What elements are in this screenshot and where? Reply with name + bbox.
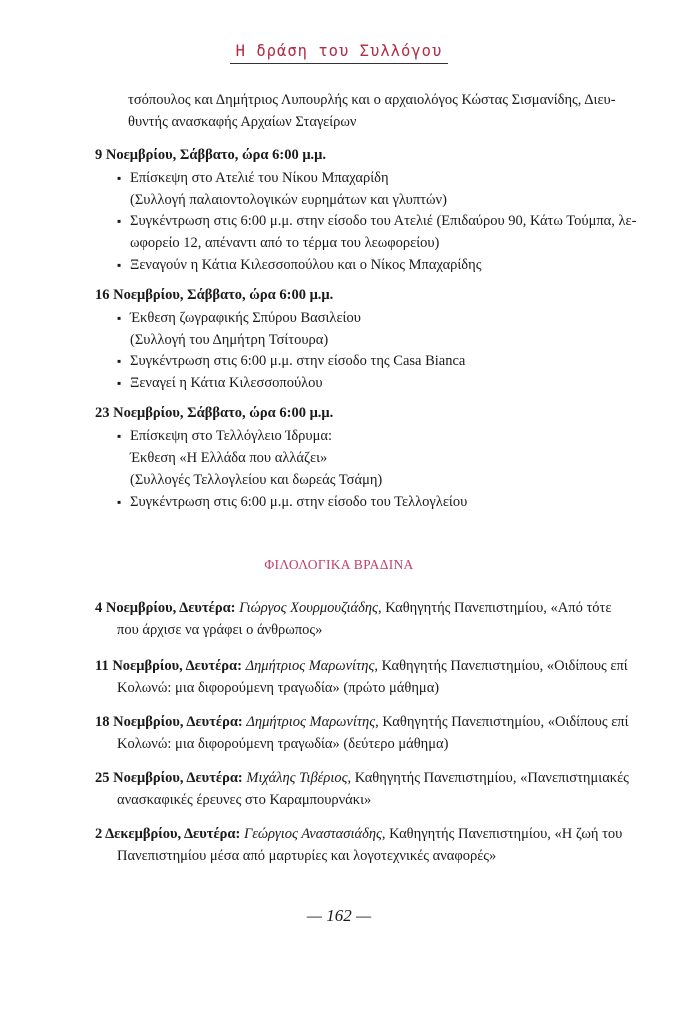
intro-line: θυντής ανασκαφής Αρχαίων Σταγείρων	[128, 114, 357, 130]
event-bullet: Ξεναγεί η Κάτια Κιλεσσοπούλου	[130, 375, 323, 391]
lecture-speaker: Δημήτριος Μαρωνίτης	[245, 658, 375, 674]
event-bullet: (Συλλογή παλαιοντολογικών ευρημάτων και γλυπτών)	[130, 192, 447, 208]
bullet-icon: ▪	[117, 495, 122, 509]
bullet-icon: ▪	[117, 214, 122, 228]
lecture-entry	[95, 656, 628, 676]
running-header	[0, 42, 678, 61]
lecture-speaker: Γιώργος Χουρμουζιάδης	[239, 600, 378, 616]
event-bullet: ωφορείο 12, απέναντι από το τέρμα του λεωφορείου)	[130, 235, 440, 251]
lecture-date: 11 Νοεμβρίου, Δευτέρα:	[95, 658, 242, 674]
bullet-icon: ▪	[117, 311, 122, 325]
lecture-line2: που άρχισε να γράφει ο άνθρωπος»	[117, 622, 323, 638]
lecture-line2: Κολωνώ: μια διφορούμενη τραγωδία» (δεύτερο μάθημα)	[117, 736, 449, 752]
event-heading: 16 Νοεμβρίου, Σάββατο, ώρα 6:00 μ.μ.	[95, 287, 334, 303]
running-header-title: Η δράση του Συλλόγου	[230, 42, 449, 64]
lecture-entry	[95, 824, 622, 844]
bullet-icon: ▪	[117, 258, 122, 272]
event-bullet: Επίσκεψη στο Τελλόγλειο Ίδρυμα:	[130, 428, 333, 444]
lecture-title: , Καθηγητής Πανεπιστημίου, «Η ζωή του	[381, 826, 623, 842]
lecture-line2: Πανεπιστημίου μέσα από μαρτυρίες και λογοτεχνικές αναφορές»	[117, 848, 497, 864]
event-bullet: Έκθεση «Η Ελλάδα που αλλάζει»	[130, 450, 328, 466]
page-number: — 162 —	[306, 906, 372, 925]
bullet-icon: ▪	[117, 376, 122, 390]
event-bullet: (Συλλογές Τελλογλείου και δωρεάς Τσάμη)	[130, 472, 383, 488]
lecture-title: , Καθηγητής Πανεπιστημίου, «Από τότε	[377, 600, 612, 616]
event-bullet: Συγκέντρωση στις 6:00 μ.μ. στην είσοδο του Ατελιέ (Επιδαύρου 90, Κάτω Τούμπα, λε-	[130, 213, 637, 229]
lecture-line2: ανασκαφικές έρευνες στο Καραμπουρνάκι»	[117, 792, 372, 808]
section-title: ΦΙΛΟΛΟΓΙΚΑ ΒΡΑΔΙΝΑ	[264, 557, 414, 572]
event-bullet: Επίσκεψη στο Ατελιέ του Νίκου Μπαχαρίδη	[130, 170, 389, 186]
bullet-icon: ▪	[117, 354, 122, 368]
event-bullet: Έκθεση ζωγραφικής Σπύρου Βασιλείου	[130, 310, 361, 326]
bullet-icon: ▪	[117, 171, 122, 185]
lecture-date: 18 Νοεμβρίου, Δευτέρα:	[95, 714, 243, 730]
lecture-entry	[95, 598, 611, 618]
lecture-title: , Καθηγητής Πανεπιστημίου, «Πανεπιστημιακές	[347, 770, 629, 786]
lecture-date: 2 Δεκεμβρίου, Δευτέρα:	[95, 826, 241, 842]
intro-line: τσόπουλος και Δημήτριος Λυπουρλής και ο αρχαιολόγος Κώστας Σισμανίδης, Διευ-	[128, 92, 616, 108]
event-bullet: Συγκέντρωση στις 6:00 μ.μ. στην είσοδο του Τελλογλείου	[130, 494, 468, 510]
lecture-title: , Καθηγητής Πανεπιστημίου, «Οιδίπους επί	[374, 658, 628, 674]
lecture-date: 4 Νοεμβρίου, Δευτέρα:	[95, 600, 236, 616]
lecture-line2: Κολωνώ: μια διφορούμενη τραγωδία» (πρώτο μάθημα)	[117, 680, 440, 696]
event-heading: 23 Νοεμβρίου, Σάββατο, ώρα 6:00 μ.μ.	[95, 405, 334, 421]
lecture-date: 25 Νοεμβρίου, Δευτέρα:	[95, 770, 243, 786]
event-bullet: Συγκέντρωση στις 6:00 μ.μ. στην είσοδο της Casa Bianca	[130, 353, 466, 369]
event-heading: 9 Νοεμβρίου, Σάββατο, ώρα 6:00 μ.μ.	[95, 147, 327, 163]
lecture-entry	[95, 768, 629, 788]
bullet-icon: ▪	[117, 429, 122, 443]
lecture-speaker: Δημήτριος Μαρωνίτης	[246, 714, 376, 730]
lecture-speaker: Γεώργιος Αναστασιάδης	[243, 826, 382, 842]
lecture-entry	[95, 712, 629, 732]
event-bullet: Ξεναγούν η Κάτια Κιλεσσοπούλου και ο Νίκος Μπαχαρίδης	[130, 257, 482, 273]
lecture-title: , Καθηγητής Πανεπιστημίου, «Οιδίπους επί	[375, 714, 629, 730]
event-bullet: (Συλλογή του Δημήτρη Τσίτουρα)	[130, 332, 329, 348]
lecture-speaker: Μιχάλης Τιβέριος	[246, 770, 348, 786]
